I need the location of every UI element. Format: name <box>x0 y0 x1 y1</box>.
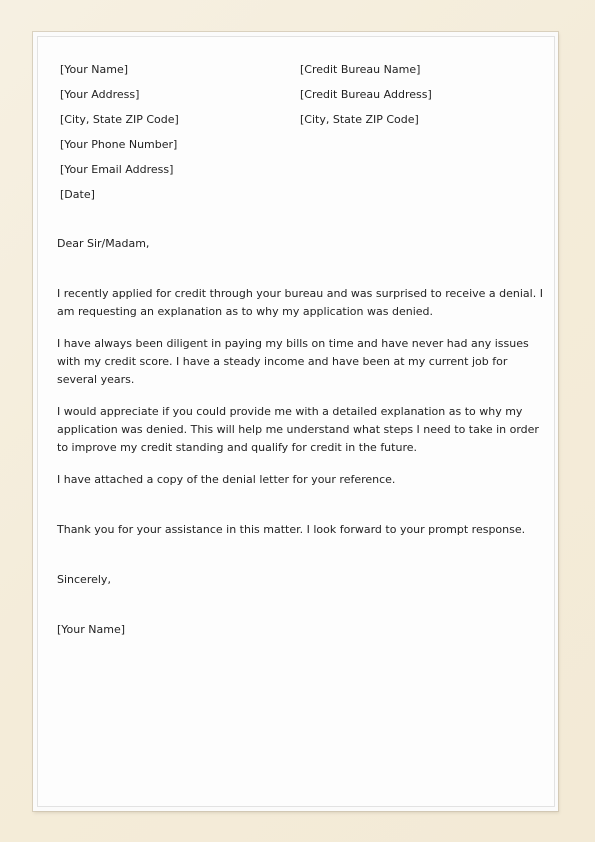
salutation: Dear Sir/Madam, <box>57 237 150 250</box>
recipient-name: [Credit Bureau Name] <box>300 63 421 76</box>
sender-phone: [Your Phone Number] <box>60 138 178 151</box>
letter-page <box>37 36 555 807</box>
sender-city-state-zip: [City, State ZIP Code] <box>60 113 179 126</box>
paragraph-1: I recently applied for credit through your bureau and was surprised to receive a denial. I am requesting an explanation as to why my application was denied. <box>57 287 543 318</box>
closing: Sincerely, <box>57 573 111 586</box>
signature: [Your Name] <box>57 623 126 636</box>
letter-body <box>57 235 543 653</box>
recipient-address: [Credit Bureau Address] <box>300 88 432 101</box>
paragraph-3: I would appreciate if you could provide me with a detailed explanation as to why my application was denied. This will help me understand what steps I need to take in order to improve my credit standing and qualify for credit in the future. <box>57 405 539 454</box>
paragraph-5: Thank you for your assistance in this matter. I look forward to your prompt response. <box>57 523 526 536</box>
sender-address: [Your Address] <box>60 88 140 101</box>
paragraph-4: I have attached a copy of the denial letter for your reference. <box>57 473 396 486</box>
letter-date: [Date] <box>60 188 95 201</box>
sender-name: [Your Name] <box>60 63 129 76</box>
sender-address-block <box>60 57 179 207</box>
recipient-address-block <box>300 57 432 132</box>
paragraph-2: I have always been diligent in paying my bills on time and have never had any issues with my credit score. I have a steady income and have been at my current job for several years. <box>57 337 529 386</box>
sender-email: [Your Email Address] <box>60 163 174 176</box>
recipient-city-state-zip: [City, State ZIP Code] <box>300 113 419 126</box>
